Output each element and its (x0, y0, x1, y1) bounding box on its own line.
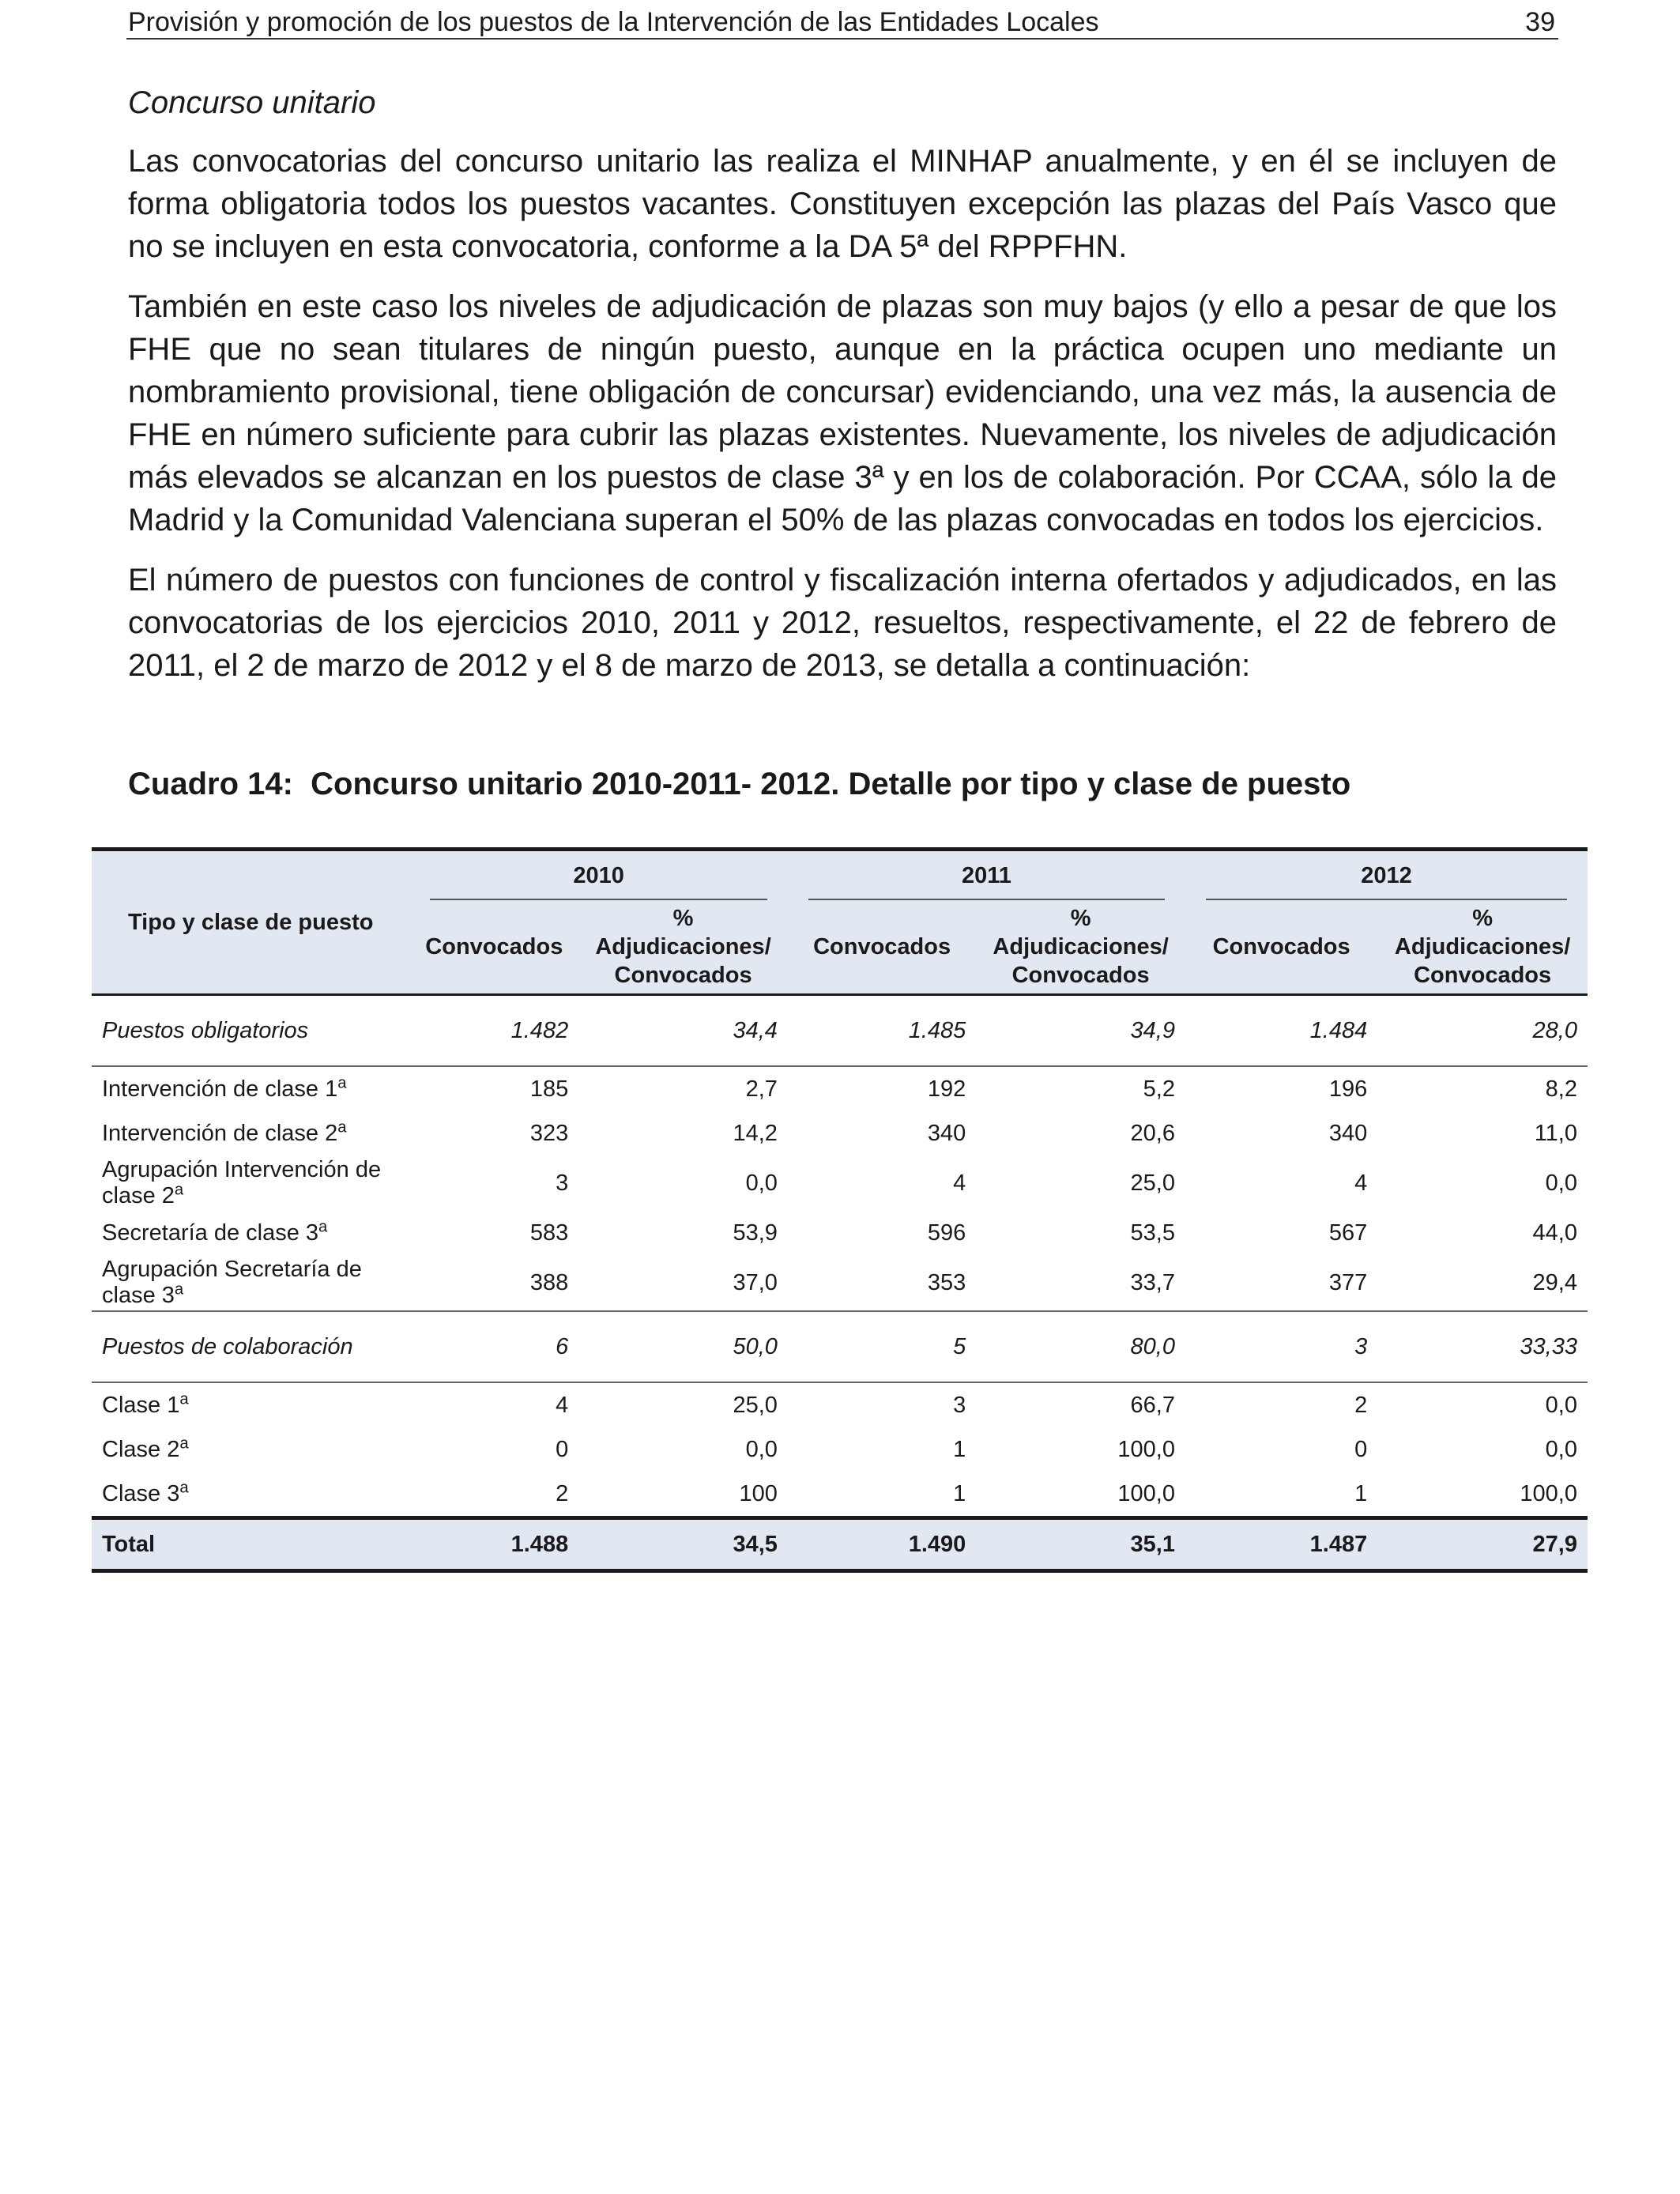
row-label: Intervención de clase 2$^a$ (102, 1118, 347, 1146)
table-row (92, 1427, 1588, 1472)
cell: 1.488 (409, 1518, 578, 1571)
cell: 100,0 (1117, 1436, 1175, 1462)
row-label: Total (92, 1518, 409, 1571)
cell: 4 (556, 1392, 569, 1418)
running-header (126, 3, 1558, 40)
cell: 14,2 (733, 1120, 778, 1146)
page-number: 39 (1525, 7, 1555, 37)
cell: 11,0 (1534, 1120, 1577, 1146)
paragraph-1: Las convocatorias del concurso unitario las realiza el MINHAP anualmente, y en él se incluyen de forma obligatoria todos los puestos vacantes. Constituyen excepción las plazas del País Vasco que no se incluyen en esta convocatoria, conforme a la DA 5ª del RPPFHN. (128, 144, 1557, 264)
cell: 388 (529, 1269, 569, 1295)
cell: 4 (953, 1170, 966, 1196)
cell: 35,1 (976, 1518, 1185, 1571)
table-row-puestos-colaboracion (92, 1311, 1588, 1382)
cell: 340 (927, 1120, 966, 1146)
paragraph-3: El número de puestos con funciones de control y fiscalización interna ofertados y adjudicados, en las convocatorias de los ejercicios 2010, 2011 y 2012, resueltos, respectivamente, el 22 de febrero de 2011, el 2 de marzo de 2012 y el 8 de marzo de 2013, se detalla a continuación: (128, 563, 1557, 683)
cell: 323 (529, 1120, 569, 1146)
row-label: Agrupación Secretaría de clase 3$^a$ (102, 1257, 362, 1308)
cell: 1 (953, 1480, 966, 1506)
table-row-puestos-obligatorios (92, 995, 1588, 1067)
cell: 0,0 (1545, 1392, 1577, 1418)
cell: 353 (927, 1269, 966, 1295)
cell: 2,7 (745, 1076, 778, 1102)
data-table (92, 847, 1588, 1573)
cell: 2 (556, 1480, 569, 1506)
cell: 0 (1354, 1436, 1368, 1462)
table-row (92, 1382, 1588, 1427)
convocados-header: Convocados (1185, 900, 1377, 995)
year-header-row (92, 850, 1588, 901)
cell: 583 (529, 1220, 569, 1246)
convocados-header: Convocados (409, 900, 578, 995)
cell: 53,5 (1130, 1220, 1175, 1246)
cell: 44,0 (1532, 1220, 1577, 1246)
row-label: Puestos de colaboración (92, 1311, 409, 1382)
cell: 3 (556, 1170, 569, 1196)
cell: 29,4 (1532, 1269, 1577, 1295)
cell: 5,2 (1143, 1076, 1175, 1102)
cell: 25,0 (1130, 1170, 1175, 1196)
cell: 34,5 (578, 1518, 788, 1571)
table-row (92, 1111, 1588, 1155)
row-label: Clase 2$^a$ (102, 1434, 189, 1462)
header-title: Provisión y promoción de los puestos de la Intervención de las Entidades Locales (128, 7, 1099, 37)
cell: 33,7 (1130, 1269, 1175, 1295)
cell: 4 (1354, 1170, 1368, 1196)
row-label: Intervención de clase 1$^a$ (102, 1073, 347, 1102)
first-column-header: Tipo y clase de puesto (92, 850, 409, 995)
cell: 0,0 (1545, 1436, 1577, 1462)
table-row (92, 1211, 1588, 1255)
pct-header: % Adjudicaciones/ Convocados (1377, 900, 1588, 995)
cell: 185 (529, 1076, 569, 1102)
cell: 0,0 (745, 1436, 778, 1462)
cell: 20,6 (1130, 1120, 1175, 1146)
cell: 1.485 (788, 995, 976, 1067)
paragraph-2: También en este caso los niveles de adjudicación de plazas son muy bajos (y ello a pesar de que los FHE que no sean titulares de ningún puesto, aunque en la práctica ocupen uno mediante un nombramiento provisional, tiene obligación de concursar) evidenciando, una vez más, la ausencia de FHE en número suficiente para cubrir las plazas existentes. Nuevamente, los niveles de adjudicación más elevados se alcanzan en los puestos de clase 3ª y en los de colaboración. Por CCAA, sólo la de Madrid y la Comunidad Valenciana superan el 50% de las plazas convocadas en todos los ejercicios. (128, 289, 1557, 537)
cell: 2 (1354, 1392, 1368, 1418)
cell: 6 (409, 1311, 578, 1382)
year-header-2011: 2011 (788, 850, 1185, 901)
cell: 3 (953, 1392, 966, 1418)
cell: 196 (1328, 1076, 1368, 1102)
year-header-2012: 2012 (1185, 850, 1588, 901)
cell: 192 (927, 1076, 966, 1102)
cell: 53,9 (733, 1220, 778, 1246)
section-title: Concurso unitario (128, 85, 376, 120)
table-row (92, 1472, 1588, 1518)
cell: 340 (1328, 1120, 1368, 1146)
year-header-2010: 2010 (409, 850, 787, 901)
table-row (92, 1155, 1588, 1211)
cell: 100 (739, 1480, 778, 1506)
cell: 8,2 (1545, 1076, 1577, 1102)
cell: 0 (556, 1436, 569, 1462)
row-label: Agrupación Intervención de clase 2$^a$ (102, 1157, 382, 1208)
pct-header: % Adjudicaciones/ Convocados (578, 900, 788, 995)
cell: 1.484 (1185, 995, 1377, 1067)
cell: 66,7 (1130, 1392, 1175, 1418)
pct-header: % Adjudicaciones/ Convocados (976, 900, 1185, 995)
body-text (128, 81, 1557, 704)
cell: 0,0 (1545, 1170, 1577, 1196)
cell: 25,0 (733, 1392, 778, 1418)
cell: 5 (788, 1311, 976, 1382)
cell: 377 (1328, 1269, 1368, 1295)
cell: 50,0 (578, 1311, 788, 1382)
cell: 567 (1328, 1220, 1368, 1246)
cell: 100,0 (1117, 1480, 1175, 1506)
row-label: Clase 3$^a$ (102, 1478, 189, 1506)
cell: 28,0 (1377, 995, 1588, 1067)
cell: 33,33 (1377, 1311, 1588, 1382)
cell: 34,9 (976, 995, 1185, 1067)
cell: 80,0 (976, 1311, 1185, 1382)
table-row (92, 1066, 1588, 1111)
cell: 0,0 (745, 1170, 778, 1196)
cell: 27,9 (1377, 1518, 1588, 1571)
cell: 1.487 (1185, 1518, 1377, 1571)
cell: 596 (927, 1220, 966, 1246)
cell: 1 (1354, 1480, 1368, 1506)
row-label: Clase 1$^a$ (102, 1389, 189, 1418)
row-label: Secretaría de clase 3$^a$ (102, 1217, 328, 1246)
cell: 3 (1185, 1311, 1377, 1382)
convocados-header: Convocados (788, 900, 976, 995)
cell: 1.482 (409, 995, 578, 1067)
cell: 37,0 (733, 1269, 778, 1295)
cell: 1 (953, 1436, 966, 1462)
cell: 1.490 (788, 1518, 976, 1571)
row-label: Puestos obligatorios (92, 995, 409, 1067)
table-row (92, 1255, 1588, 1311)
table-row-total (92, 1518, 1588, 1571)
cell: 34,4 (578, 995, 788, 1067)
table-caption: Cuadro 14: Concurso unitario 2010-2011- 2012. Detalle por tipo y clase de puesto (128, 767, 1351, 801)
cell: 100,0 (1520, 1480, 1577, 1506)
